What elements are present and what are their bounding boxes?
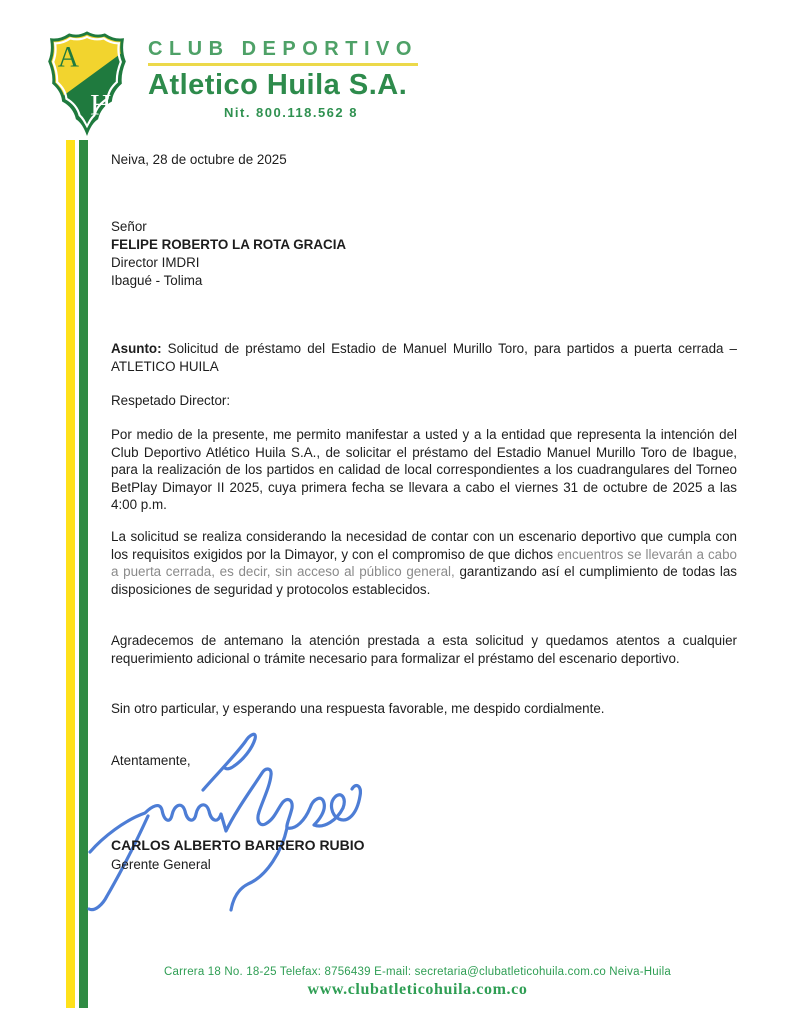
body-paragraph-2: La solicitud se realiza considerando la necesidad de contar con un escenario deportivo que cumpla con los requisitos exigidos por la Dimayor, y con el compromiso de que dichos encuentros se llevarán a cabo a puerta cerrada, es decir, sin acceso al público general, garantizando así el cumplimiento de todas las disposiciones de seguridad y protocolos establecidos. <box>111 529 737 597</box>
club-nit: Nit. 800.118.562 8 <box>224 105 358 120</box>
recipient-title: Director IMDRI <box>111 255 200 270</box>
club-name-line1: CLUB DEPORTIVO <box>148 38 418 66</box>
crest-letter-a: A <box>57 41 79 74</box>
signer-name: CARLOS ALBERTO BARRERO RUBIO <box>111 837 365 853</box>
footer-address: Carrera 18 No. 18-25 Telefax: 8756439 E-mail: secretaria@clubatleticohuila.com.co Neiva-Huila <box>164 966 671 978</box>
recipient-block <box>111 218 737 290</box>
signer-title: Gerente General <box>111 857 211 872</box>
closing-line: Sin otro particular, y esperando una respuesta favorable, me despido cordialmente. <box>111 701 605 716</box>
greeting-line: Respetado Director: <box>111 393 231 408</box>
letterhead-text <box>148 38 418 120</box>
footer <box>85 966 750 999</box>
subject-line: Asunto: Solicitud de préstamo del Estadio de Manuel Murillo Toro, para partidos a puerta cerrada – ATLETICO HUILA <box>111 341 737 374</box>
recipient-name: FELIPE ROBERTO LA ROTA GRACIA <box>111 237 347 252</box>
signature-handwriting <box>85 720 375 918</box>
recipient-city: Ibagué - Tolima <box>111 273 203 288</box>
body-paragraph-3: Agradecemos de antemano la atención prestada a esta solicitud y quedamos atentos a cualquier requerimiento adicional o trámite necesario para formalizar el préstamo del escenario deportivo. <box>111 633 737 666</box>
accent-stripe-green <box>79 140 88 1008</box>
recipient-salutation: Señor <box>111 219 147 234</box>
footer-website: www.clubatleticohuila.com.co <box>307 981 528 998</box>
club-name-line2: Atletico Huila S.A. <box>148 69 408 101</box>
letter-date: Neiva, 28 de octubre de 2025 <box>111 152 287 167</box>
club-crest-logo <box>38 26 136 140</box>
crest-letter-h: H <box>90 89 112 122</box>
body-paragraph-1: Por medio de la presente, me permito manifestar a usted y a la entidad que representa la intención del Club Deportivo Atlético Huila S.A., de solicitar el préstamo del Estadio Manuel Murillo Toro de Ibague, para la realización de los partidos en calidad de local correspondientes a los cuadrangulares del Torneo BetPlay Dimayor II 2025, cuya primera fecha se llevara a cabo el viernes 31 de octubre de 2025 a las 4:00 p.m. <box>111 427 737 512</box>
signoff-line: Atentamente, <box>111 753 191 768</box>
accent-stripe-yellow <box>66 140 75 1008</box>
